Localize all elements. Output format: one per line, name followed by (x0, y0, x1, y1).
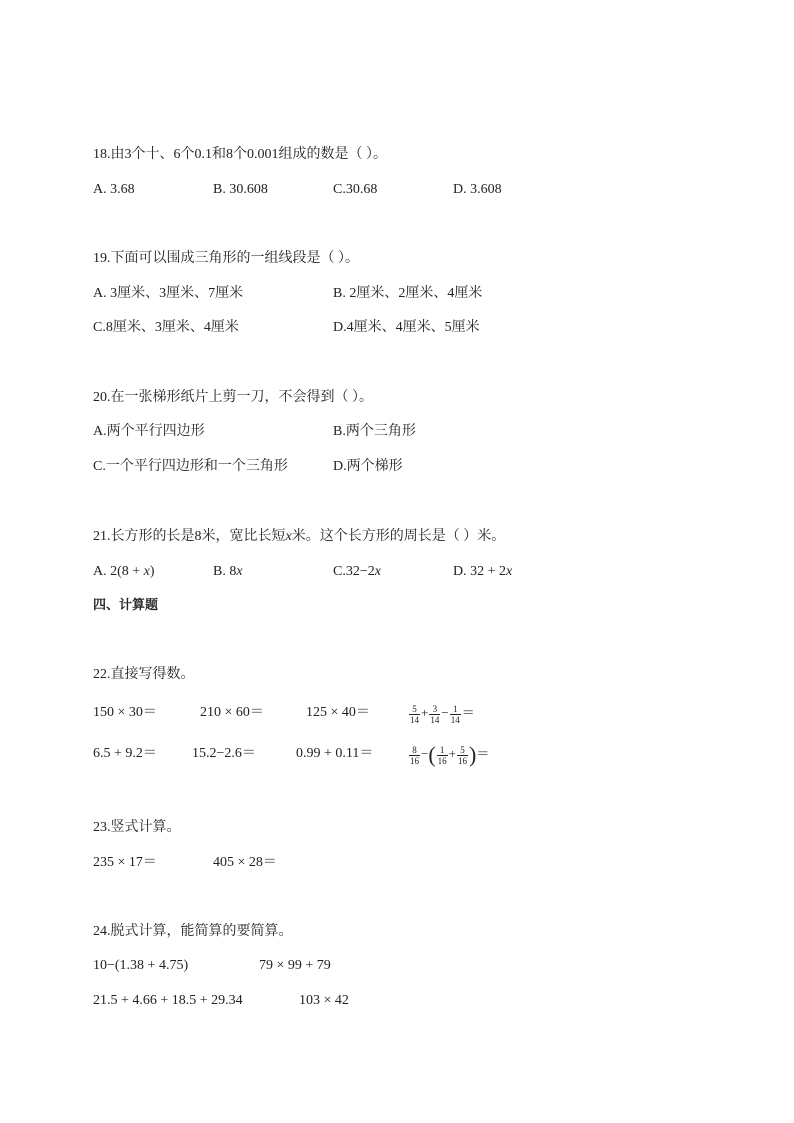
q24-item-1: 10−(1.38 + 4.75) (93, 958, 189, 973)
q23-stem: 23.竖式计算。 (93, 820, 181, 835)
q22-item-1: 150 × 30＝ (93, 705, 157, 720)
q18-option-c: C.30.68 (333, 182, 378, 197)
q21-option-a: A. 2(8 + x) (93, 564, 155, 579)
section-4-title: 四、计算题 (93, 598, 159, 613)
q22-item-2: 210 × 60＝ (200, 705, 264, 720)
q19-option-a: A. 3厘米、3厘米、7厘米 (93, 286, 244, 301)
q22-stem: 22.直接写得数。 (93, 667, 195, 682)
q21-stem (93, 527, 505, 547)
q18-option-a: A. 3.68 (93, 182, 135, 197)
fraction-8-16: $\frac{8}{16}$ (410, 744, 419, 766)
q23-item-1: 235 × 17＝ (93, 855, 157, 870)
q22-item-3: 125 × 40＝ (306, 705, 370, 720)
q20-option-a: A.两个平行四边形 (93, 424, 205, 439)
q22-item-6: 0.99 + 0.11＝ (296, 746, 374, 761)
q22-item-4: 6.5 + 9.2＝ (93, 746, 157, 761)
q19-option-d: D.4厘米、4厘米、5厘米 (333, 320, 480, 335)
q18-option-d: D. 3.608 (453, 182, 502, 197)
q21-option-d: D. 32 + 2x (453, 564, 513, 579)
q19-option-c: C.8厘米、3厘米、4厘米 (93, 320, 239, 335)
q19-stem: 19.下面可以围成三角形的一组线段是（ ）。 (93, 251, 359, 266)
q24-item-4: 103 × 42 (299, 993, 349, 1008)
q24-item-3: 21.5 + 4.66 + 18.5 + 29.34 (93, 993, 243, 1008)
q21-stem-suffix: 米。这个长方形的周长是（ ）米。 (291, 529, 506, 544)
q23-item-2: 405 × 28＝ (213, 855, 277, 870)
q22-fraction-expression-2: $\frac{8}{16}$ −( $\frac{1}{16}$ + $\frac{5}{16}$ )＝ (410, 742, 490, 768)
q20-option-b: B.两个三角形 (333, 424, 416, 439)
q21-option-b: B. 8x (213, 564, 243, 579)
fraction-5-14: $\frac{5}{14}$ (410, 703, 419, 725)
q21-option-c: C.32−2x (333, 564, 381, 579)
q19-option-b: B. 2厘米、2厘米、4厘米 (333, 286, 483, 301)
q21-stem-prefix: 21.长方形的长是8米，宽比长短 (93, 529, 286, 544)
q18-stem: 18.由3个十、6个0.1和8个0.001组成的数是（ ）。 (93, 147, 387, 162)
q22-item-5: 15.2−2.6＝ (192, 746, 256, 761)
q24-item-2: 79 × 99 + 79 (259, 958, 331, 973)
q20-stem: 20.在一张梯形纸片上剪一刀，不会得到（ ）。 (93, 390, 373, 405)
fraction-3-14: $\frac{3}{14}$ (430, 703, 440, 725)
q18-option-b: B. 30.608 (213, 182, 268, 197)
fraction-1-16: $\frac{1}{16}$ (437, 744, 447, 766)
q21-stem-var: x (285, 529, 292, 544)
q20-option-d: D.两个梯形 (333, 459, 403, 474)
q20-option-c: C.一个平行四边形和一个三角形 (93, 459, 288, 474)
fraction-5-16: $\frac{5}{16}$ (458, 744, 468, 766)
q22-fraction-expression-1: $\frac{5}{14}$ + $\frac{3}{14}$ − $\frac{1}{14}$ ＝ (410, 703, 475, 725)
q24-stem: 24.脱式计算，能简算的要简算。 (93, 924, 293, 939)
fraction-1-14: $\frac{1}{14}$ (450, 703, 460, 725)
